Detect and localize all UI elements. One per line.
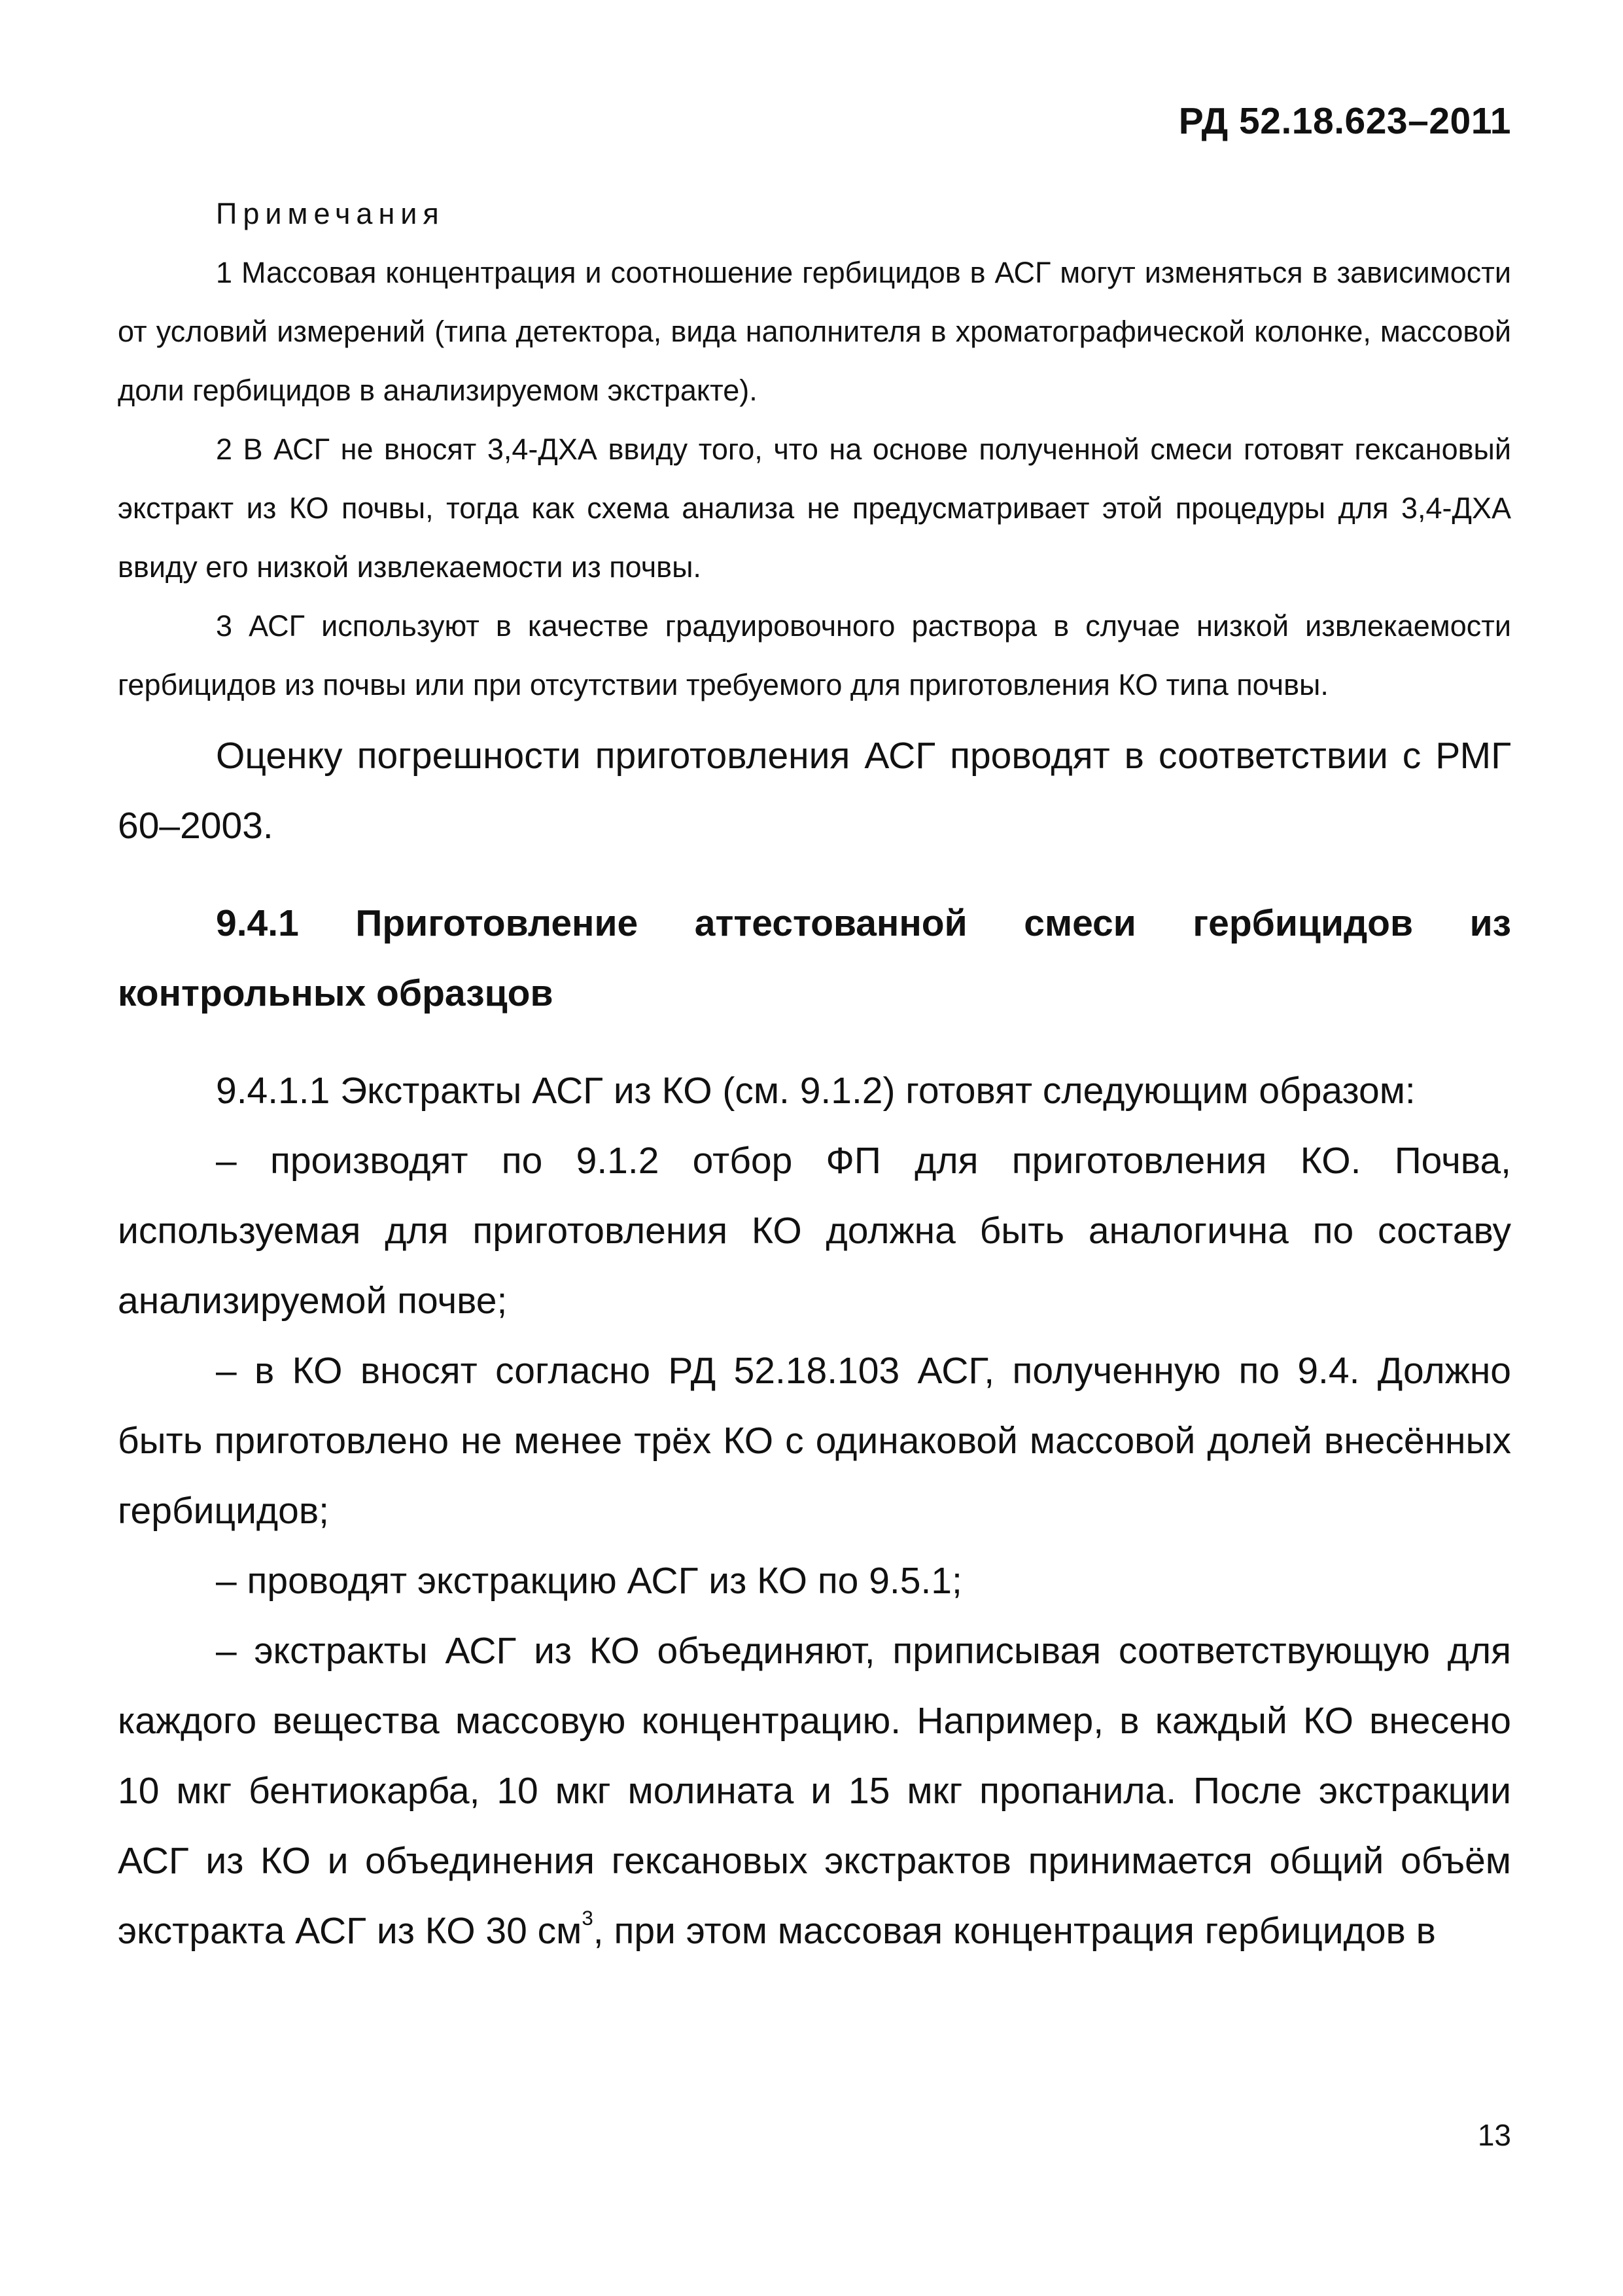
- step-4-tail: , при этом массовая концентрация гербицидов в: [593, 1910, 1436, 1952]
- note-3: 3 АСГ используют в качестве градуировочного раствора в случае низкой извлекаемости гербицидов из почвы или при отсутствии требуемого для приготовления КО типа почвы.: [118, 609, 1511, 701]
- superscript-cube: 3: [582, 1906, 593, 1930]
- document-code: РД 52.18.623–2011: [1178, 100, 1511, 142]
- notes-block: [118, 185, 1511, 715]
- page-content: [118, 185, 1511, 1966]
- step-3: – проводят экстракцию АСГ из КО по 9.5.1;: [216, 1560, 962, 1602]
- subsection-intro: 9.4.1.1 Экстракты АСГ из КО (см. 9.1.2) готовят следующим образом:: [216, 1070, 1416, 1112]
- step-4: [118, 1616, 1511, 1966]
- step-1: – производят по 9.1.2 отбор ФП для приготовления КО. Почва, используемая для приготовления КО должна быть аналогична по составу анализируемой почве;: [118, 1140, 1511, 1322]
- notes-title: Примечания: [216, 197, 445, 230]
- assessment-paragraph: Оценку погрешности приготовления АСГ проводят в соответствии с РМГ 60–2003.: [118, 735, 1511, 847]
- page-number: 13: [1477, 2118, 1511, 2152]
- section-heading: 9.4.1 Приготовление аттестованной смеси гербицидов из контрольных образцов: [118, 902, 1511, 1014]
- main-text: [118, 721, 1511, 1966]
- note-1: 1 Массовая концентрация и соотношение гербицидов в АСГ могут изменяться в зависимости от условий измерений (типа детектора, вида наполнителя в хроматографической колонке, массовой доли гербицидов в анализируемом экстракте).: [118, 256, 1511, 407]
- step-4-text: – экстракты АСГ из КО объединяют, приписывая соответствующую для каждого вещества массовую концентрацию. Например, в каждый КО внесено 10 мкг бентиокарба, 10 мкг молината и 15 мкг пропанила. После экстракции АСГ из КО и объединения гексановых экстрактов принимается общий объём экстракта АСГ из КО 30 см: [118, 1630, 1511, 1952]
- step-2: – в КО вносят согласно РД 52.18.103 АСГ, полученную по 9.4. Должно быть приготовлено не менее трёх КО с одинаковой массовой долей внесённых гербицидов;: [118, 1350, 1511, 1532]
- note-2: 2 В АСГ не вносят 3,4-ДХА ввиду того, что на основе полученной смеси готовят гексановый экстракт из КО почвы, тогда как схема анализа не предусматривает этой процедуры для 3,4-ДХА ввиду его низкой извлекаемости из почвы.: [118, 433, 1511, 584]
